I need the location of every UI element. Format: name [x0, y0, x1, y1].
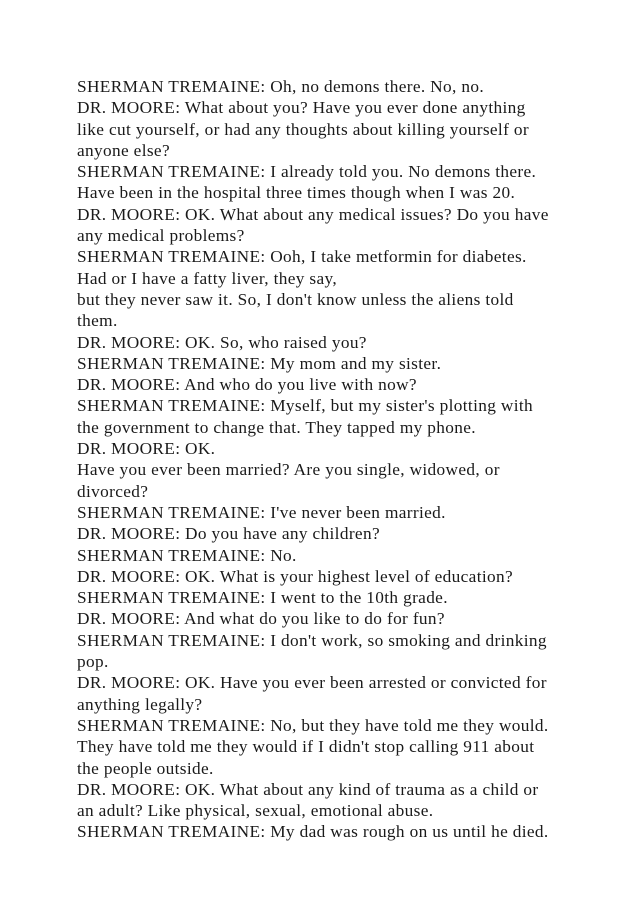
text-line: anyone else?: [77, 140, 170, 160]
text-line: DR. MOORE: And what do you like to do for fun?: [77, 609, 445, 629]
text-line: any medical problems?: [77, 226, 245, 246]
text-line: the people outside.: [77, 758, 214, 778]
text-line: DR. MOORE: OK. Have you ever been arrested or convicted for: [77, 673, 547, 693]
text-line: SHERMAN TREMAINE: My mom and my sister.: [77, 353, 442, 373]
text-line: DR. MOORE: What about you? Have you ever done anything: [77, 98, 526, 118]
text-line: SHERMAN TREMAINE: I went to the 10th grade.: [77, 588, 448, 608]
text-line: DR. MOORE: OK.: [77, 439, 216, 459]
text-line: DR. MOORE: OK. What is your highest level of education?: [77, 566, 514, 586]
text-line: DR. MOORE: Do you have any children?: [77, 524, 380, 544]
text-line: an adult? Like physical, sexual, emotional abuse.: [77, 801, 434, 821]
text-line: Have been in the hospital three times though when I was 20.: [77, 183, 516, 203]
text-line: SHERMAN TREMAINE: My dad was rough on us until he died.: [77, 822, 549, 842]
text-line: DR. MOORE: And who do you live with now?: [77, 375, 417, 395]
text-line: Have you ever been married? Are you single, widowed, or: [77, 460, 500, 480]
text-line: SHERMAN TREMAINE: Ooh, I take metformin for diabetes.: [77, 247, 527, 267]
text-line: DR. MOORE: OK. What about any kind of trauma as a child or: [77, 779, 539, 799]
text-line: pop.: [77, 652, 109, 672]
text-line: SHERMAN TREMAINE: Myself, but my sister's plotting with: [77, 396, 534, 416]
text-line: but they never saw it. So, I don't know unless the aliens told: [77, 289, 514, 309]
text-line: SHERMAN TREMAINE: No.: [77, 545, 297, 565]
text-line: like cut yourself, or had any thoughts about killing yourself or: [77, 119, 529, 139]
text-line: anything legally?: [77, 694, 203, 714]
text-line: SHERMAN TREMAINE: Oh, no demons there. No, no.: [77, 77, 484, 96]
text-line: SHERMAN TREMAINE: I don't work, so smoking and drinking: [77, 630, 547, 650]
text-line: Had or I have a fatty liver, they say,: [77, 268, 338, 288]
text-line: divorced?: [77, 481, 149, 501]
text-line: SHERMAN TREMAINE: No, but they have told me they would.: [77, 715, 549, 735]
text-line: DR. MOORE: OK. So, who raised you?: [77, 332, 367, 352]
text-line: SHERMAN TREMAINE: I've never been married.: [77, 502, 446, 522]
text-line: They have told me they would if I didn't stop calling 911 about: [77, 737, 535, 757]
document-page: [77, 76, 629, 843]
text-line: DR. MOORE: OK. What about any medical issues? Do you have: [77, 204, 549, 224]
text-line: SHERMAN TREMAINE: I already told you. No demons there.: [77, 162, 537, 182]
text-line: them.: [77, 311, 118, 331]
text-line: the government to change that. They tapped my phone.: [77, 417, 476, 437]
